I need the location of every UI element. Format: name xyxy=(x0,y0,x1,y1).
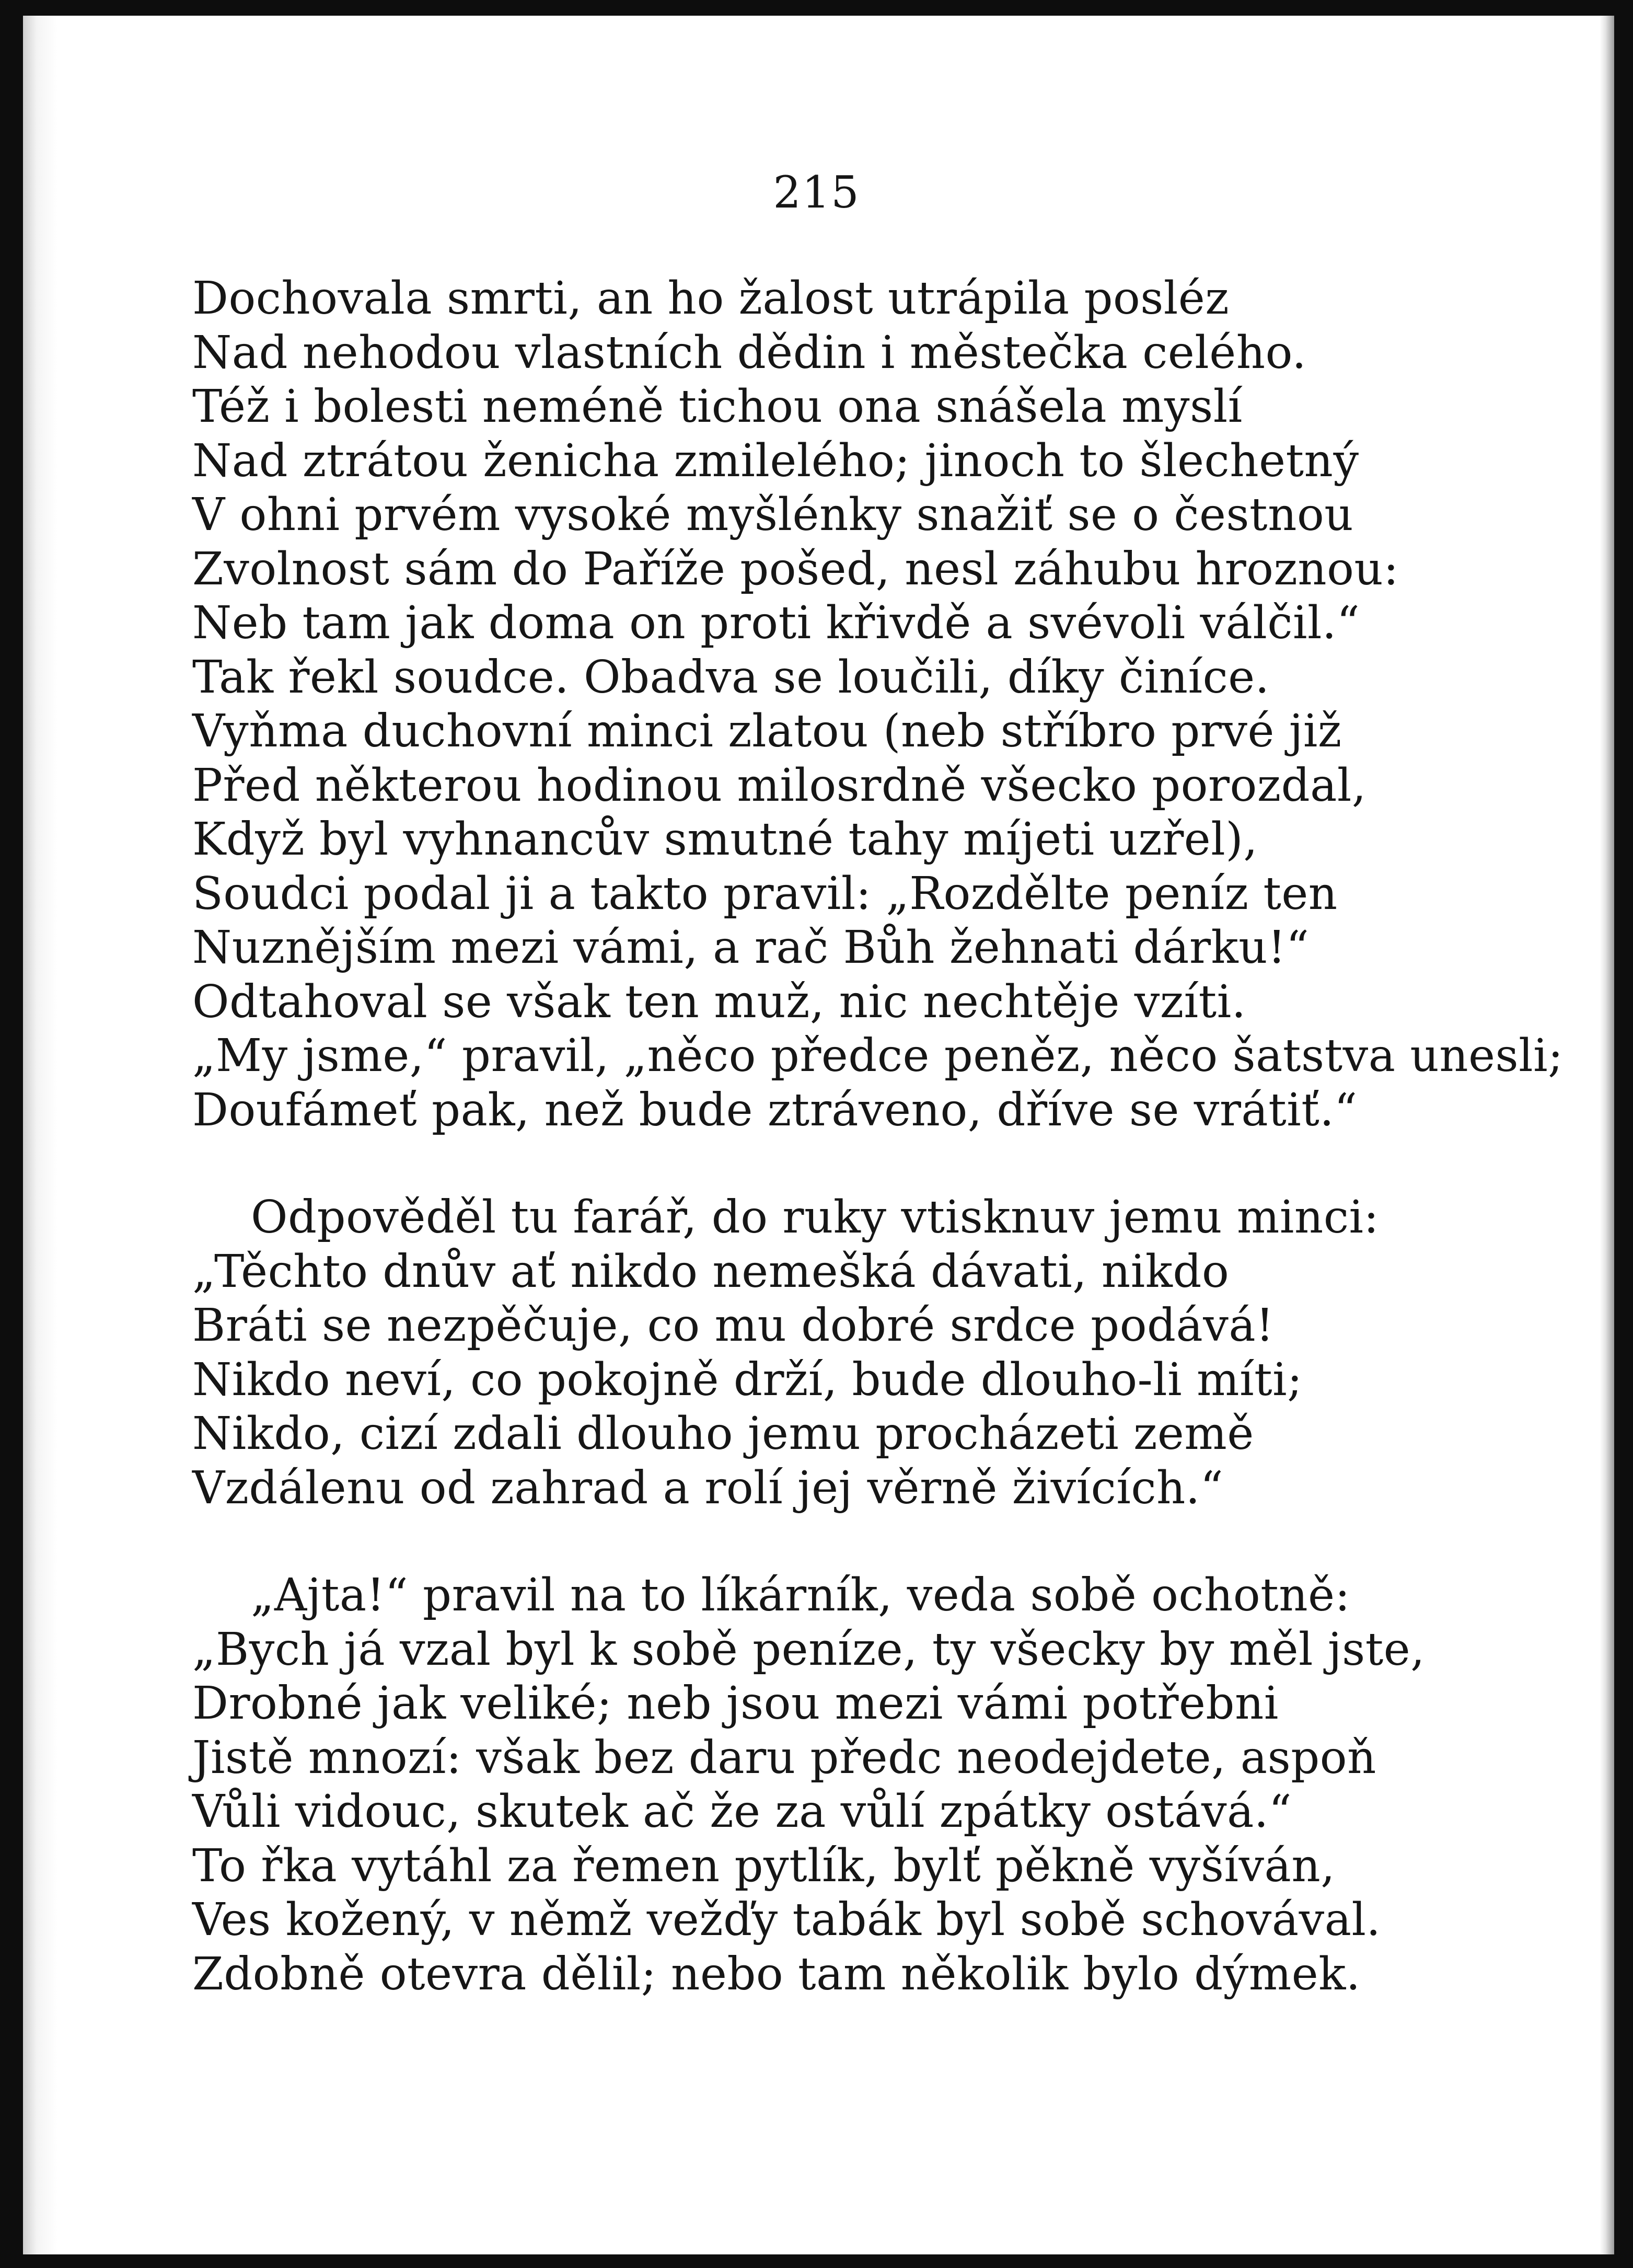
scan-edge-bottom xyxy=(0,2254,1633,2268)
verse-line: Když byl vyhnancův smutné tahy míjeti uzřel), xyxy=(192,813,1258,866)
page-edge-shadow xyxy=(1600,16,1614,2268)
verse-line: „My jsme,“ pravil, „něco předce peněz, něco šatstva unesli; xyxy=(192,1030,1563,1082)
verse-line: Nad ztrátou ženicha zmilelého; jinoch to šlechetný xyxy=(192,434,1359,487)
verse-line: Doufámeť pak, než bude ztráveno, dříve se vrátiť.“ xyxy=(192,1084,1358,1136)
verse-line: Ves kožený, v němž vežďy tabák byl sobě schovával. xyxy=(192,1894,1381,1946)
verse-line: Neb tam jak doma on proti křivdě a svévoli válčil.“ xyxy=(192,597,1360,649)
scan-edge-left xyxy=(0,0,23,2268)
verse-line: Též i bolesti neméně tichou ona snášela myslí xyxy=(192,381,1243,433)
verse-line: Vůli vidouc, skutek ač že za vůlí zpátky ostává.“ xyxy=(192,1786,1292,1838)
verse-line: Vyňma duchovní minci zlatou (neb stříbro prvé již xyxy=(192,705,1342,757)
stanza-3 xyxy=(192,1569,1467,2001)
verse-line: Dochovala smrti, an ho žalost utrápila posléz xyxy=(192,272,1230,325)
verse-line: Odpověděl tu farář, do ruky vtisknuv jemu minci: xyxy=(251,1191,1379,1244)
scan-edge-right xyxy=(1614,0,1633,2268)
stanza-2 xyxy=(192,1191,1467,1515)
verse-line: Odtahoval se však ten muž, nic nechtěje vzíti. xyxy=(192,975,1246,1028)
verse-line: Nikdo neví, co pokojně drží, bude dlouho-li míti; xyxy=(192,1353,1303,1406)
verse-line: Před některou hodinou milosrdně všecko porozdal, xyxy=(192,759,1366,812)
verse-line: V ohni prvém vysoké myšlénky snažiť se o čestnou xyxy=(192,489,1354,541)
verse-line: Tak řekl soudce. Obadva se loučili, díky činíce. xyxy=(192,651,1270,704)
verse-line: Zdobně otevra dělil; nebo tam několik bylo dýmek. xyxy=(192,1948,1361,2000)
verse-line: Drobné jak veliké; neb jsou mezi vámi potřebni xyxy=(192,1677,1279,1730)
stanza-1 xyxy=(192,272,1563,1137)
verse-line: Soudci podal ji a takto pravil: „Rozdělte peníz ten xyxy=(192,867,1338,920)
page-number: 215 xyxy=(773,167,860,218)
verse-line: Vzdálenu od zahrad a rolí jej věrně živících.“ xyxy=(192,1461,1224,1514)
verse-line: „Ajta!“ pravil na to líkárník, veda sobě ochotně: xyxy=(251,1569,1350,1621)
verse-line: Bráti se nezpěčuje, co mu dobré srdce podává! xyxy=(192,1299,1275,1352)
verse-line: „Bych já vzal byl k sobě peníze, ty všecky by měl jste, xyxy=(192,1623,1425,1676)
verse-line: „Těchto dnův ať nikdo nemešká dávati, nikdo xyxy=(192,1245,1230,1298)
scan-edge-top xyxy=(0,0,1633,16)
verse-line: Nad nehodou vlastních dědin i městečka celého. xyxy=(192,326,1307,379)
verse-line: To řka vytáhl za řemen pytlík, bylť pěkně vyšíván, xyxy=(192,1839,1336,1892)
verse-line: Nikdo, cizí zdali dlouho jemu procházeti země xyxy=(192,1408,1254,1460)
verse-line: Jistě mnozí: však bez daru předc neodejdete, aspoň xyxy=(192,1731,1376,1784)
book-gutter-shadow xyxy=(23,16,57,2268)
verse-line: Nuznějším mezi vámi, a rač Bůh žehnati dárku!“ xyxy=(192,922,1310,974)
verse-line: Zvolnost sám do Paříže pošed, nesl záhubu hroznou: xyxy=(192,543,1399,595)
poem-body xyxy=(192,272,1563,2001)
